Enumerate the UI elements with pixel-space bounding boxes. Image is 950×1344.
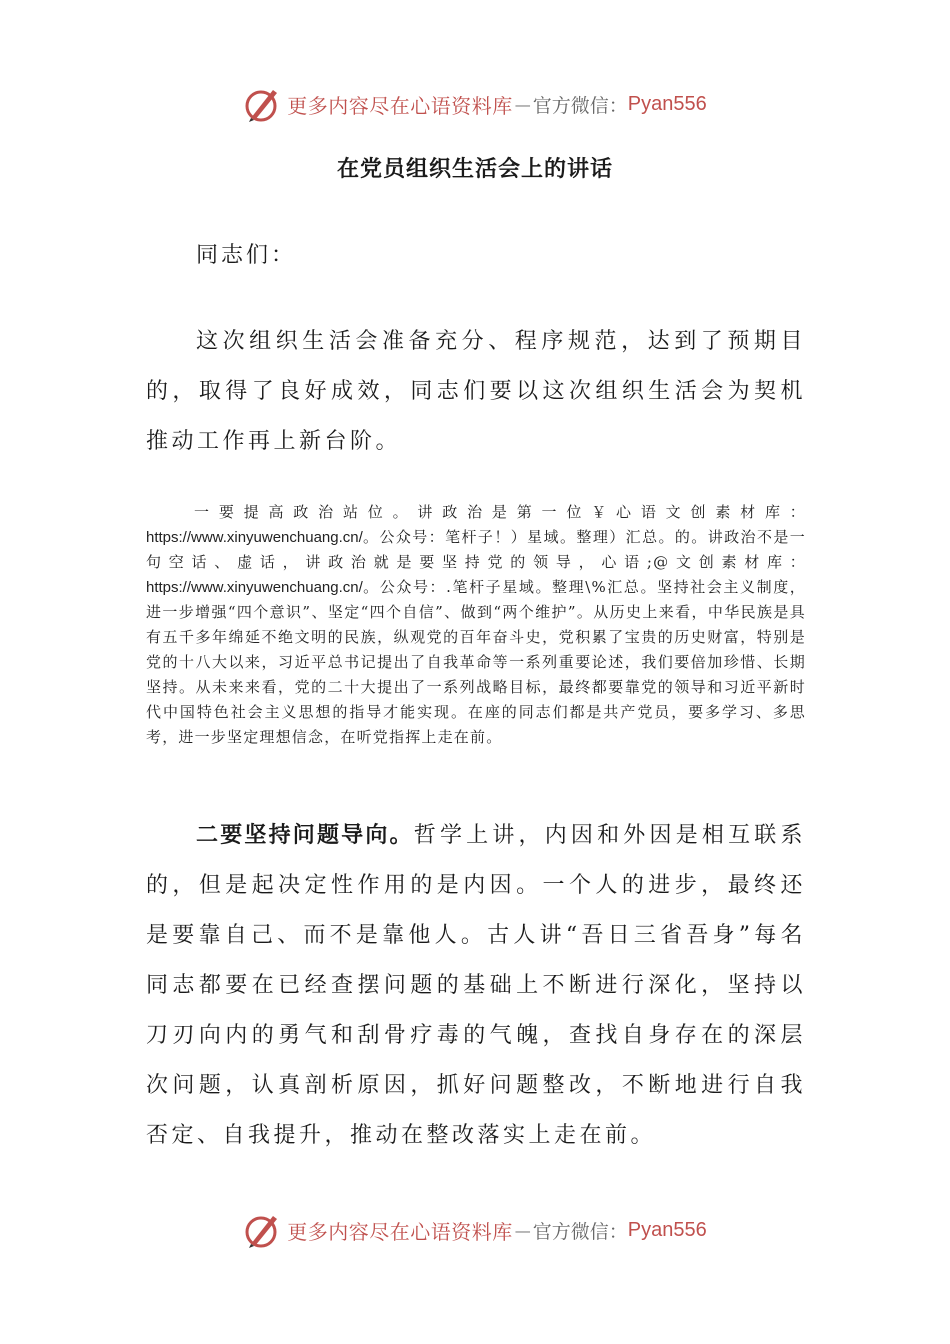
banner-dash: — [514, 1220, 531, 1240]
p3-heading: 二要坚持问题导向。 [196, 823, 414, 848]
banner-wechat-id: Pyan556 [627, 92, 707, 115]
header-banner [0, 84, 950, 124]
document-title: 在党员组织生活会上的讲话 [336, 157, 613, 182]
source-url-1: https://www.xinyuwenchuang.cn/ [146, 529, 363, 546]
banner-wechat-label: 官方微信： [532, 94, 628, 117]
footer-banner [0, 1210, 950, 1250]
banner-wechat-id: Pyan556 [627, 1218, 707, 1241]
banner-slogan: 更多内容尽在心语资料库 [287, 93, 513, 118]
paragraph-intro: 这次组织生活会准备充分、程序规范，达到了预期目的，取得了良好成效，同志们要以这次组织生活会为契机推动工作再上新台阶。 [146, 329, 806, 454]
p2-text-c: 。公众号：.笔杆子星域。整理\%汇总。坚持社会主义制度，进一步增强“四个意识”、坚定“四个自信”、做到“两个维护”。从历史上来看，中华民族是具有五千多年绵延不绝文明的民族，纵观党的百年奋斗史，党积累了宝贵的历史财富，特别是党的十八大以来，习近平总书记提出了自我革命等一系列重要论述，我们要倍加珍惜、长期坚持。从未来来看，党的二十大提出了一系列战略目标，最终都要靠党的领导和习近平新时代中国特色社会主义思想的指导才能实现。在座的同志们都是共产党员，要多学习、多思考，进一步坚定理想信念，在听党指挥上走在前。 [146, 578, 806, 746]
paragraph-political-stance [146, 500, 806, 750]
p2-text-b: 。公众号：笔杆子！）星域。整理）汇总。的。讲政治不是一句空话、虚话，讲政治就是要坚持党的领导，心语;@文创素材库： [146, 528, 806, 571]
banner-dash: — [514, 94, 531, 114]
pen-logo-icon [243, 84, 283, 124]
p3-body: 哲学上讲，内因和外因是相互联系的，但是起决定性作用的是内因。一个人的进步，最终还是要靠自己、而不是靠他人。古人讲“吾日三省吾身”每名同志都要在已经查摆问题的基础上不断进行深化，坚持以刀刃向内的勇气和刮骨疗毒的气魄，查找自身存在的深层次问题，认真剖析原因，抓好问题整改，不断地进行自我否定、自我提升，推动在整改落实上走在前。 [146, 823, 806, 1148]
banner-wechat-label: 官方微信： [532, 1220, 628, 1243]
paragraph-problem-oriented [146, 811, 806, 1161]
source-url-2: https://www.xinyuwenchuang.cn/ [146, 579, 363, 596]
pen-logo-icon [243, 1210, 283, 1250]
salutation: 同志们： [196, 243, 297, 268]
p2-text-a: 一要提高政治站位。讲政治是第一位￥心语文创素材库： [194, 503, 806, 521]
banner-slogan: 更多内容尽在心语资料库 [287, 1219, 513, 1244]
